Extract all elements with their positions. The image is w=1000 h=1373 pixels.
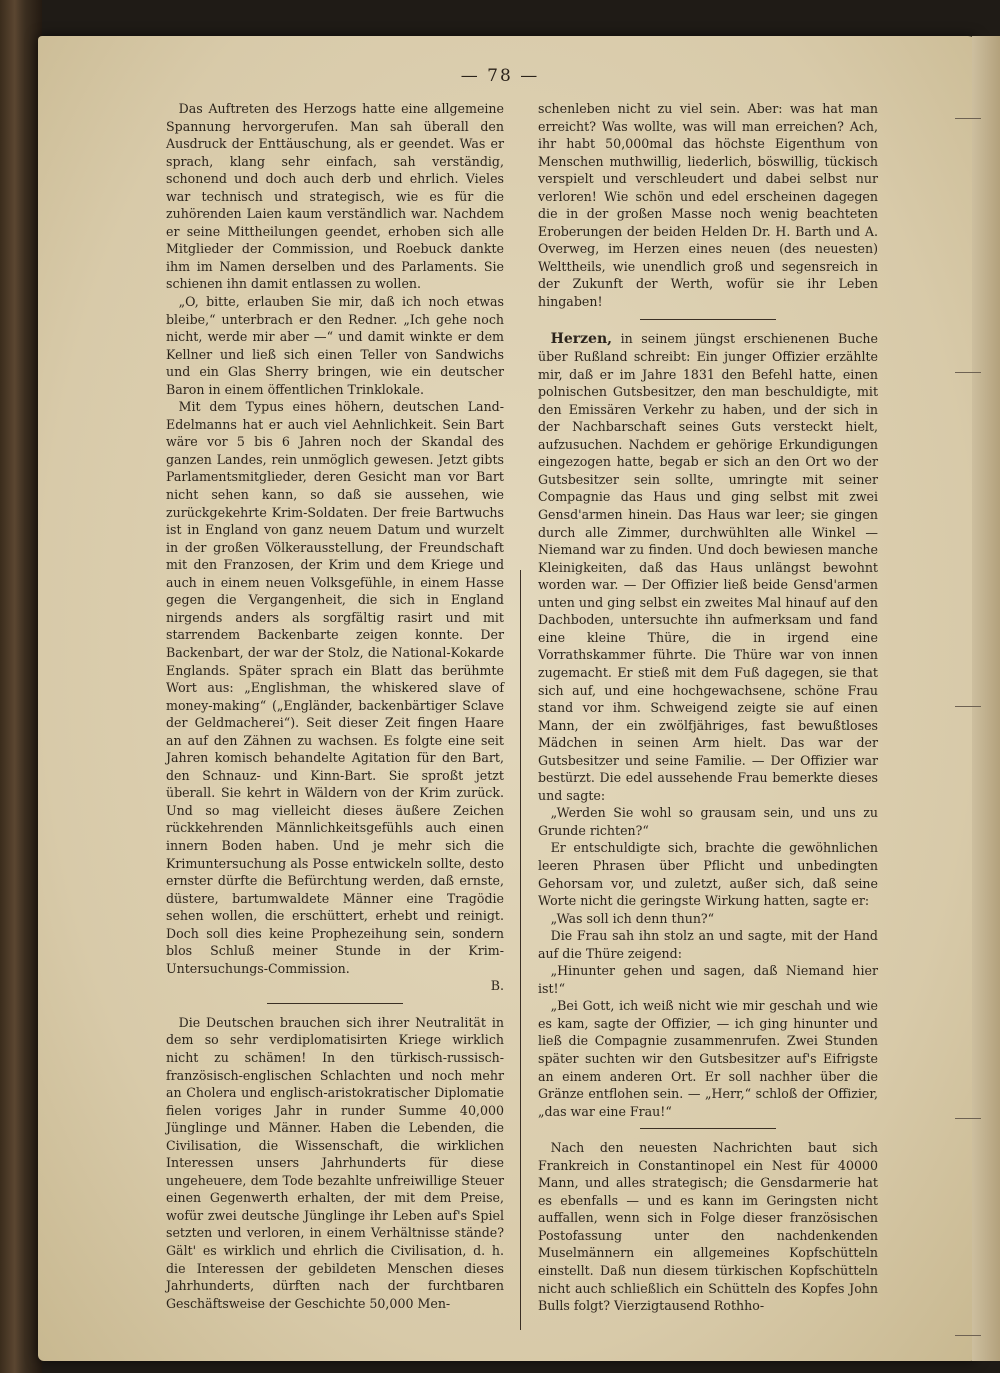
paragraph: Er entschuldigte sich, brachte die gewöhnlichen leeren Phrasen über Pflicht und unbedingten Gehorsam vor, und zuletzt, außer sich, daß seine Worte nicht die geringste Wirkung hatten, sagte er:	[538, 840, 878, 909]
margin-mark	[955, 1118, 981, 1119]
next-page-edge	[972, 36, 1000, 1361]
page-number: — 78 —	[460, 66, 540, 86]
section-divider	[267, 1003, 402, 1004]
left-column	[166, 100, 504, 1312]
paragraph: „Bei Gott, ich weiß nicht wie mir geschah und wie es kam, sagte der Offizier, — ich ging hinunter und ließ die Compagnie zusammenrufen. Zwei Stunden später suchten wir den Gutsbesitzer auf's Eifrigste an einem anderen Ort. Er soll nachher über die Gränze entflohen sein. — „Herr,“ schloß der Offizier, „das war eine Frau!“	[538, 998, 878, 1119]
paragraph	[538, 330, 878, 805]
book-binding	[0, 0, 42, 1373]
paragraph: Mit dem Typus eines höhern, deutschen Land-Edelmanns hat er auch viel Aehnlichkeit. Sein Bart wäre vor 5 bis 6 Jahren noch der Skandal des ganzen Landes, rein unmöglich gewesen. Jetzt gibts Parlamentsmitglieder, deren Gesicht man vor Bart nicht sehen kann, so daß sie aussehen, wie zurückgekehrte Krim-Soldaten. Der freie Bartwuchs ist in England von ganz neuem Datum und wurzelt in der großen Völkerausstellung, der Freundschaft mit den Franzosen, der Krim und dem Kriege und auch in einem neuen Volksgefühle, in einem Hasse gegen die Vergangenheit, die sich in England nirgends anders als sorgfältig rasirt und mit starrendem Backenbarte zeigen konnte. Der Backenbart, der war der Stolz, die National-Kokarde Englands. Später sprach ein Blatt das berühmte Wort aus: „Englishman, the whiskered slave of money-making“ („Engländer, backenbärtiger Sclave der Geldmacherei“). Seit dieser Zeit fingen Haare an auf den Zähnen zu wachsen. Es folgte eine seit Jahren komisch behandelte Agitation für den Bart, den Schnauz- und Kinn-Bart. Sie sproßt jetzt überall. Sie kehrt in Wäldern von der Krim zurück. Und so mag vielleicht dieses äußere Zeichen rückkehrenden Männlichkeitsgefühls auch einen innern Boden haben. Und je mehr sich die Krimuntersuchung als Posse entwickeln sollte, desto ernster dürfte die Befürchtung werden, daß ernste, düstere, bartumwaldete Männer eine Tragödie sehen wollen, die erschüttert, erhebt und reinigt. Doch soll dies keine Prophezeihung sein, sondern blos Schluß meiner Stunde in der Krim-Untersuchungs-Commission.	[166, 399, 504, 976]
right-column	[538, 100, 878, 1315]
paragraph: Die Frau sah ihn stolz an und sagte, mit der Hand auf die Thüre zeigend:	[538, 928, 878, 961]
margin-mark	[955, 118, 981, 119]
paragraph: Nach den neuesten Nachrichten baut sich Frankreich in Constantinopel ein Nest für 40000 Mann, und alles strategisch; die Gensdarmerie hat es ebenfalls — und es kann im Geringsten nicht auffallen, wenn sich in Folge dieser französischen Postofassung unter den nachdenkenden Muselmännern ein allgemeines Kopfschütteln einstellt. Daß nun diesem türkischen Kopfschütteln nicht auch schließlich ein Schütteln des Kopfes John Bulls folgt? Vierzigtausend Rothho-	[538, 1140, 878, 1314]
margin-mark	[955, 1335, 981, 1336]
paragraph: „Werden Sie wohl so grausam sein, und uns zu Grunde richten?“	[538, 805, 878, 838]
margin-mark	[955, 372, 981, 373]
paragraph: „Was soll ich denn thun?“	[550, 910, 715, 926]
author-signature: B.	[490, 978, 504, 994]
paragraph-text: in seinem jüngst erschienenen Buche über Rußland schreibt: Ein junger Offizier erzählte mir, daß er im Jahre 1831 den Befehl hatte, einen polnischen Gutsbesitzer, den man beschuldigte, mit den Emissären Verkehr zu haben, und der sich in der Nachbarschaft seines Guts versteckt hielt, aufzusuchen. Nachdem er gehörige Erkundigungen eingezogen hatte, begab er sich an den Ort wo der Gutsbesitzer sein sollte, umringte mit seiner Compagnie das Haus und ging selbst mit zwei Gensd'armen hinein. Das Haus war leer; sie gingen durch alle Zimmer, durchwühlten alle Winkel — Niemand war zu finden. Und doch bewiesen manche Kleinigkeiten, daß das Haus unlängst bewohnt worden war. — Der Offizier ließ beide Gensd'armen unten und ging selbst ein zweites Mal hinauf auf den Dachboden, untersuchte ihn aufmerksam und fand eine kleine Thüre, die in irgend eine Vorrathskammer führte. Die Thüre war von innen zugemacht. Er stieß mit dem Fuß dagegen, sie that sich auf, und eine hochgewachsene, schöne Frau stand vor ihm. Schweigend zeigte sie auf einen Mann, der ein zwölfjähriges, fast bewußtloses Mädchen in seinen Arm hielt. Das war der Gutsbesitzer und seine Familie. — Der Offizier war bestürzt. Die edel aussehende Frau bemerkte dieses und sagte:	[538, 330, 878, 803]
paragraph: „Hinunter gehen und sagen, daß Niemand hier ist!“	[538, 963, 878, 996]
paragraph: schenleben nicht zu viel sein. Aber: was hat man erreicht? Was wollte, was will man erreichen? Ach, ihr habt 50,000mal das höchste Eigenthum von Menschen muthwillig, liederlich, böswillig, tückisch verspielt und verschleudert und dabei selbst nur verloren! Wie schön und edel erscheinen dagegen die in der großen Masse noch wenig beachteten Eroberungen der beiden Helden Dr. H. Barth und A. Overweg, im Herzen eines neuen (des neuesten) Welttheils, wie unendlich groß und segensreich in der Zukunft der Werth, wofür sie ihr Leben hingaben!	[538, 101, 878, 310]
section-divider	[640, 1128, 776, 1129]
paragraph: Das Auftreten des Herzogs hatte eine allgemeine Spannung hervorgerufen. Man sah überall den Ausdruck der Enttäuschung, als er geendet. Was er sprach, klang sehr einfach, sah verständig, schonend und doch auch derb und ehrlich. Vieles war technisch und strategisch, wie es für die zuhörenden Laien kaum verständlich war. Nachdem er seine Mittheilungen geendet, erhoben sich alle Mitglieder der Commission, und Roebuck dankte ihm im Namen derselben und des Parlaments. Sie schienen ihn damit entlassen zu wollen.	[166, 101, 504, 292]
column-divider	[520, 570, 521, 1330]
paragraph: Die Deutschen brauchen sich ihrer Neutralität in dem so sehr verdiplomatisirten Kriege wirklich nicht zu schämen! In den türkisch-russisch-französisch-englischen Schlachten und noch mehr an Cholera und englisch-aristokratischer Diplomatie fielen voriges Jahr in runder Summe 40,000 Jünglinge und Männer. Haben die Lebenden, die Civilisation, die Wissenschaft, die wirklichen Interessen unsers Jahrhunderts für diese ungeheuere, dem Tode bezahlte unfreiwillige Steuer einen Gegenwerth erhalten, der mit dem Preise, wofür zwei deutsche Jünglinge ihr Leben auf's Spiel setzten und verloren, in einem Verhältnisse stände? Gält' es wirklich und ehrlich die Civilisation, d. h. die Interessen der gebildeten Menschen dieses Jahrhunderts, dürften nach der furchtbaren Geschäftsweise der Geschichte 50,000 Men-	[166, 1014, 504, 1311]
section-divider	[640, 319, 776, 320]
paragraph: „O, bitte, erlauben Sie mir, daß ich noch etwas bleibe,“ unterbrach er den Redner. „Ich gehe noch nicht, werde mir aber —“ und damit winkte er dem Kellner und ließ sich einen Teller von Sandwichs und ein Glas Sherry bringen, wie ein deutscher Baron in einem öffentlichen Trinklokale.	[166, 294, 504, 397]
article-headword: Herzen,	[550, 330, 613, 347]
margin-mark	[955, 706, 981, 707]
